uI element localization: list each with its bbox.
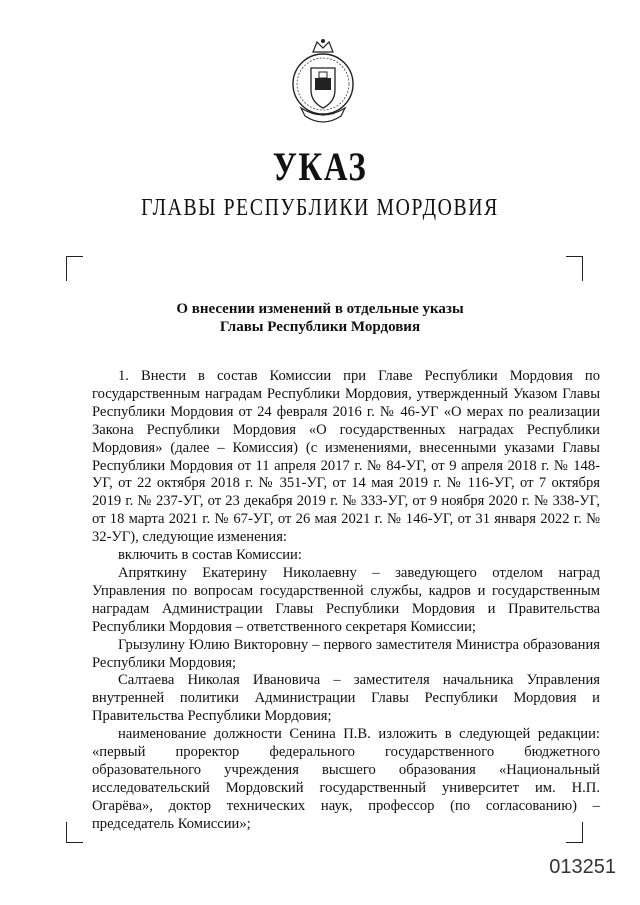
registration-number: 013251 [549, 856, 616, 878]
body-paragraph: Апряткину Екатерину Николаевну – заведующего отделом наград Управления по вопросам государственной службы, кадров и государственным наградам Администрации Главы Республики Мордовия и Правительства Республики Мордовия – ответственного секретаря Комиссии; [92, 564, 600, 635]
body-paragraph: включить в состав Комиссии: [118, 547, 302, 564]
document-heading [0, 300, 640, 336]
body-paragraph: наименование должности Сенина П.В. изложить в следующей редакции: «первый проректор федерального государственного бюджетного образовательного учреждения высшего образования «Национальный исследовательский Мордовский государственный университет им. Н.П. Огарёва», доктор технических наук, профессор (по согласованию) – председатель Комиссии»; [92, 726, 600, 832]
document-body [92, 368, 600, 834]
issuer-title: ГЛАВЫ РЕСПУБЛИКИ МОРДОВИЯ [141, 195, 499, 221]
heading-line-2: Главы Республики Мордовия [219, 319, 421, 335]
body-paragraph: Салтаева Николая Ивановича – заместителя начальника Управления внутренней политики Администрации Главы Республики Мордовия и Правительства Республики Мордовия; [92, 672, 600, 725]
coat-of-arms-emblem [291, 38, 355, 128]
heading-line-1: О внесении изменений в отдельные указы [176, 301, 464, 317]
corner-mark-top-right [566, 256, 583, 281]
corner-mark-bottom-left [66, 822, 83, 843]
corner-mark-top-left [66, 256, 83, 281]
body-paragraph: 1. Внести в состав Комиссии при Главе Республики Мордовия по государственным наградам Республики Мордовия, утвержденный Указом Главы Республики Мордовия от 24 февраля 2016 г. № 46-УГ «О мерах по реализации Закона Республики Мордовия «О государственных наградах Республики Мордовия» (далее – Комиссия) (с изменениями, внесенными указами Главы Республики Мордовия от 11 апреля 2017 г. № 84-УГ, от 9 апреля 2018 г. № 148-УГ, от 22 октября 2018 г. № 351-УГ, от 14 мая 2019 г. № 116-УГ, от 7 октября 2019 г. № 237-УГ, от 23 декабря 2019 г. № 333-УГ, от 9 ноября 2020 г. № 338-УГ, от 18 марта 2021 г. № 67-УГ, от 26 мая 2021 г. № 146-УГ, от 31 января 2022 г. № 32-УГ), следующие изменения: [92, 368, 600, 546]
body-paragraph: Грызулину Юлию Викторовну – первого заместителя Министра образования Республики Мордовия; [92, 636, 600, 671]
document-type-title: УКАЗ [272, 144, 368, 189]
